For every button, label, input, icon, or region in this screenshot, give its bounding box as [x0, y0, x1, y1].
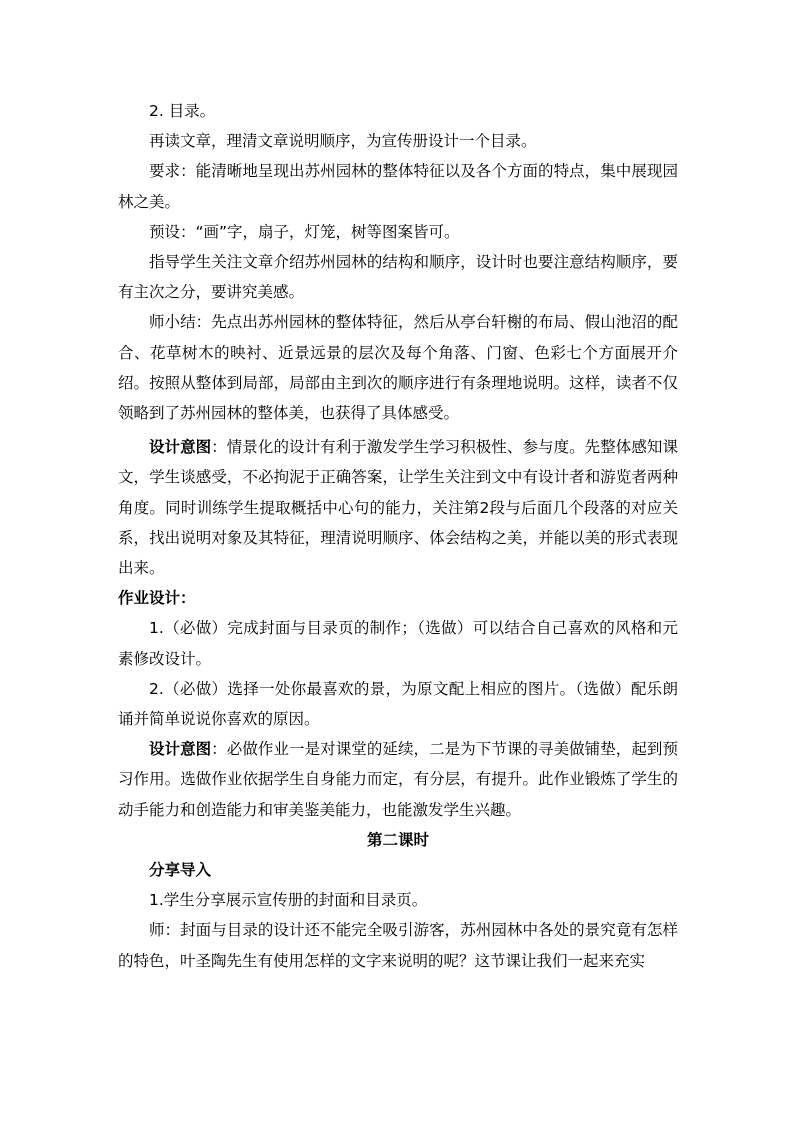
paragraph-requirement: 要求：能清晰地呈现出苏州园林的整体特征以及各个方面的特点，集中展现园林之美。: [118, 162, 678, 211]
lesson-title: 第二课时: [366, 830, 429, 849]
paragraph-preset: 预设：“画”字，扇子，灯笼，树等图案皆可。: [149, 222, 460, 241]
homework-title: 作业设计：: [118, 589, 196, 608]
document-body: [118, 96, 678, 976]
paragraph-design-intent-2: [118, 734, 678, 825]
design-intent-label: 设计意图: [149, 438, 212, 457]
paragraph-teacher-intro: 师：封面与目录的设计还不能完全吸引游客，苏州园林中各处的景究竟有怎样的特色，叶圣陶先生有使用怎样的文字来说明的呢？这节课让我们一起来充实: [118, 921, 678, 970]
homework-item: 2.（必做）选择一处你最喜欢的景，为原文配上相应的图片。（选做）配乐朗诵并简单说说你喜欢的原因。: [118, 679, 678, 729]
paragraph-teacher-summary: 师小结：先点出苏州园林的整体特征，然后从亭台轩榭的布局、假山池沼的配合、花草树木的映衬、近景远景的层次及每个角落、门窗、色彩七个方面展开介绍。按照从整体到局部，局部由主到次的顺序进行有条理地说明。这样，读者不仅领略到了苏州园林的整体美，也获得了具体感受。: [118, 313, 678, 423]
paragraph-toc-heading: 2. 目录。: [149, 102, 216, 120]
design-intent-text: ：情景化的设计有利于激发学生学习积极性、参与度。先整体感知课文，学生谈感受，不必拘泥于正确答案，让学生关注到文中有设计者和游览者两种角度。同时训练学生提取概括中心句的能力，关注第2段与后面几个段落的对应关系，找出说明对象及其特征，理清说明顺序、体会结构之美，并能以美的形式表现出来。: [118, 438, 678, 578]
design-intent-label: 设计意图: [149, 740, 212, 759]
paragraph-share: 1.学生分享展示宣传册的封面和目录页。: [149, 891, 428, 910]
paragraph-design-intent-1: [118, 432, 678, 583]
design-intent-text: ：必做作业一是对课堂的延续，二是为下节课的寻美做铺垫，起到预习作用。选做作业依据学生自身能力而定，有分层，有提升。此作业锻炼了学生的动手能力和创造能力和审美鉴美能力，也能激发学生兴趣。: [118, 740, 678, 819]
section-heading: 分享导入: [149, 861, 212, 880]
paragraph-guidance: 指导学生关注文章介绍苏州园林的结构和顺序，设计时也要注意结构顺序，要有主次之分，要讲究美感。: [118, 253, 678, 302]
homework-item: 1.（必做）完成封面与目录页的制作；（选做）可以结合自己喜欢的风格和元素修改设计。: [118, 619, 678, 668]
paragraph-reread: 再读文章，理清文章说明顺序，为宣传册设计一个目录。: [149, 132, 537, 151]
